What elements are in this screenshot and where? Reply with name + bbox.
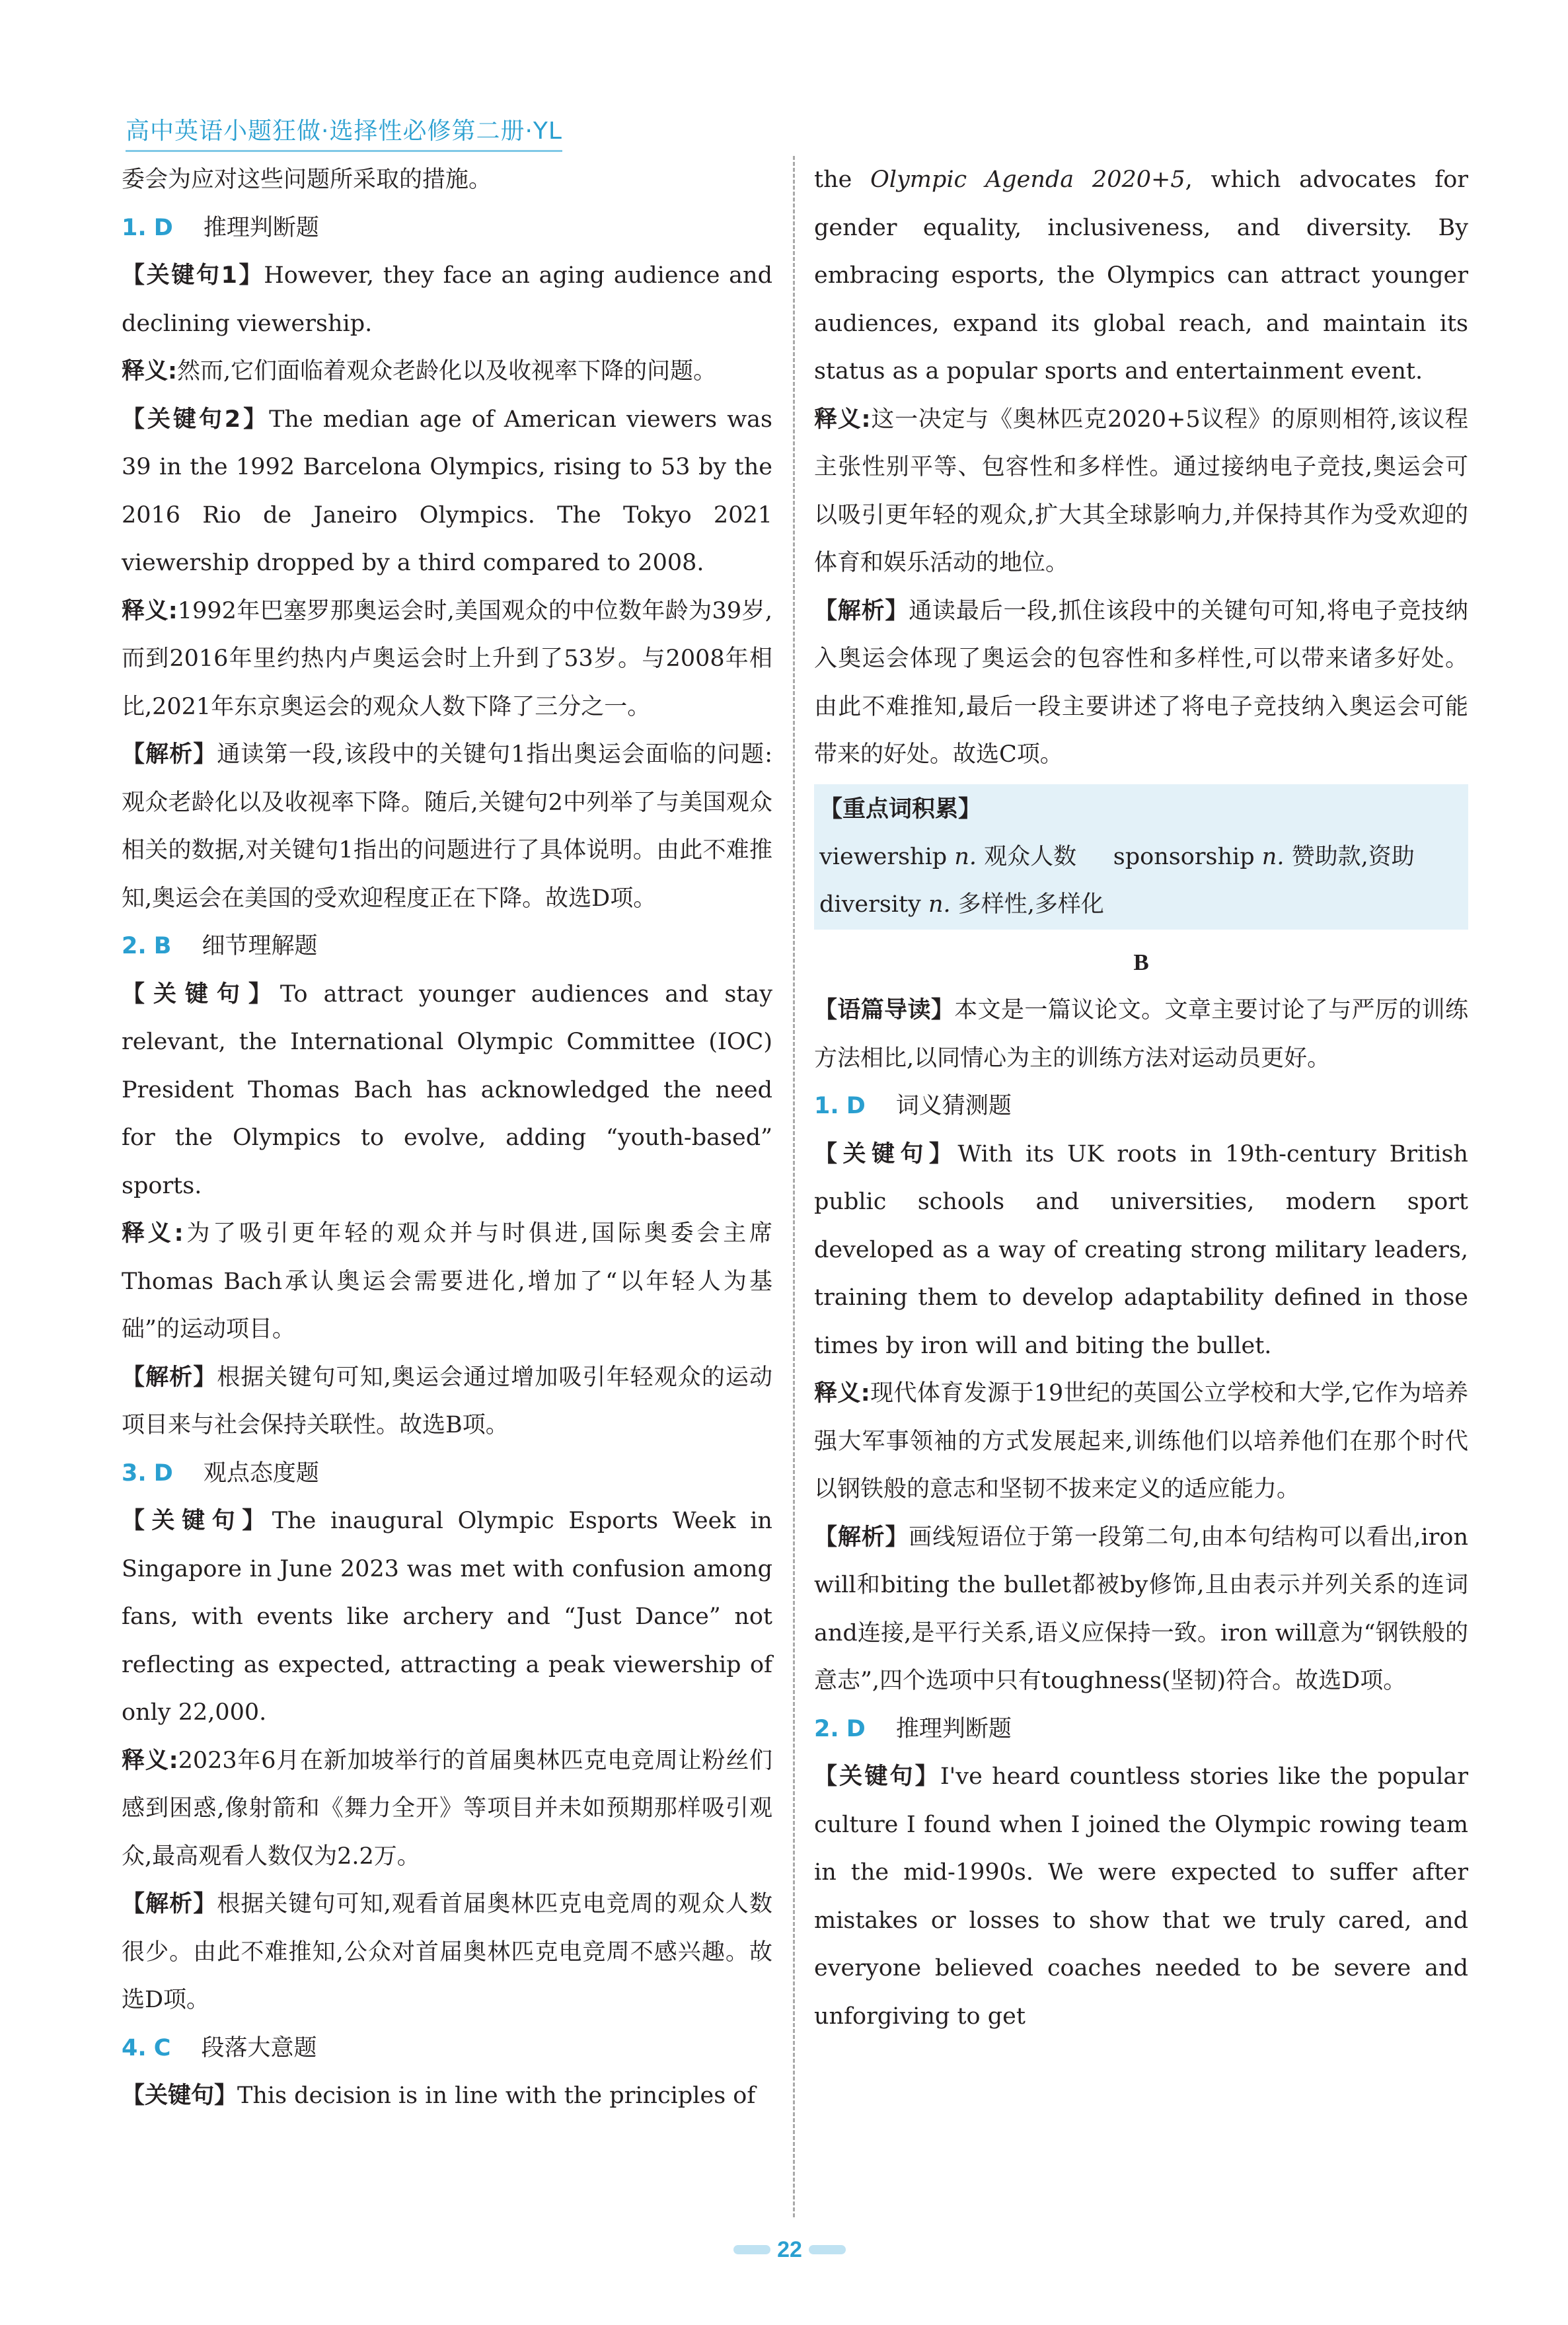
analysis: 【解析】通读第一段,该段中的关键句1指出奥运会面临的问题:观众老龄化以及收视率下降。随后,关键句2中列举了与美国观众相关的数据,对关键句1指出的问题进行了具体说明。由此不难推知,奥运会在美国的受欢迎程度正在下降。故选D项。 bbox=[122, 741, 772, 912]
passage-guide: 【语篇导读】本文是一篇议论文。文章主要讨论了与严厉的训练方法相比,以同情心为主的训练方法对运动员更好。 bbox=[814, 997, 1468, 1072]
analysis: 【解析】画线短语位于第一段第二句,由本句结构可以看出,iron will和biting the bullet都被by修饰,且由表示并列关系的连词and连接,是平行关系,语义应保持一致。iron will意为“钢铁般的意志”,四个选项中只有toughness(坚韧)符合。故选D项。 bbox=[814, 1524, 1468, 1694]
key-sentence: 【关键句】To attract younger audiences and stay relevant, the International Olympic Committee (IOC) President Thomas Bach has acknowledged the need for the Olympics to evolve, adding “youth-based” sports. bbox=[122, 980, 772, 1199]
question-b1-heading: 1. D 词义猜测题 bbox=[814, 1093, 1012, 1119]
analysis: 【解析】根据关键句可知,观看首届奥林匹克电竞周的观众人数很少。由此不难推知,公众对首届奥林匹克电竞周不感兴趣。故选D项。 bbox=[122, 1891, 772, 2013]
key-sentence-2: 【关键句2】The median age of American viewers was 39 in the 1992 Barcelona Olympics, rising to 53 by the 2016 Rio de Janeiro Olympics. The Tokyo 2021 viewership dropped by a third compared to 2008. bbox=[122, 406, 773, 576]
vocabulary-box bbox=[814, 784, 1468, 930]
page-number: 22 bbox=[733, 2236, 846, 2263]
right-column bbox=[814, 156, 1468, 2040]
translation: 释义:现代体育发源于19世纪的英国公立学校和大学,它作为培养强大军事领袖的方式发展起来,训练他们以培养他们在那个时代以钢铁般的意志和坚韧不拔来定义的适应能力。 bbox=[814, 1380, 1469, 1502]
translation: 释义:这一决定与《奥林匹克2020+5议程》的原则相符,该议程主张性别平等、包容性和多样性。通过接纳电子竞技,奥运会可以吸引更年轻的观众,扩大其全球影响力,并保持其作为受欢迎的体育和娱乐活动的地位。 bbox=[814, 406, 1469, 576]
vocabulary-row: viewership n. 观众人数 sponsorship n. 赞助款,资助 bbox=[819, 843, 1415, 870]
intro-text: 委会为应对这些问题所采取的措施。 bbox=[122, 166, 492, 193]
book-header: 高中英语小题狂做·选择性必修第二册·YL bbox=[126, 112, 562, 152]
question-4-heading: 4. C 段落大意题 bbox=[122, 2034, 317, 2061]
question-1-heading: 1. D 推理判断题 bbox=[122, 214, 319, 241]
column-divider bbox=[793, 156, 795, 2217]
vocabulary-row: diversity n. 多样性,多样化 bbox=[819, 891, 1104, 918]
translation: 释义:1992年巴塞罗那奥运会时,美国观众的中位数年龄为39岁,而到2016年里约热内卢奥运会时上升到了53岁。与2008年相比,2021年东京奥运会的观众人数下降了三分之一。 bbox=[122, 597, 772, 720]
key-sentence: 【关键句】I've heard countless stories like the popular culture I found when I joined the Olympic rowing team in the mid-1990s. We were expected to suffer after mistakes or losses to show that we truly cared, and everyone believed coaches needed to be severe and unforgiving to get bbox=[814, 1763, 1468, 2030]
question-2-heading: 2. B 细节理解题 bbox=[122, 933, 318, 959]
key-sentence: 【关键句】With its UK roots in 19th-century British public schools and universities, modern sport developed as a way of creating strong military leaders, training them to develop adaptability defined in those times by iron will and biting the bullet. bbox=[814, 1140, 1468, 1359]
key-sentence: 【关键句】The inaugural Olympic Esports Week in Singapore in June 2023 was met with confusion among fans, with events like archery and “Just Dance” not reflecting as expected, attracting a peak viewership of only 22,000. bbox=[122, 1508, 772, 1726]
translation: 释义:然而,它们面临着观众老龄化以及收视率下降的问题。 bbox=[122, 358, 717, 385]
translation: 释义:为了吸引更年轻的观众并与时俱进,国际奥委会主席Thomas Bach承认奥运会需要进化,增加了“以年轻人为基础”的运动项目。 bbox=[122, 1220, 772, 1343]
translation: 释义:2023年6月在新加坡举行的首届奥林匹克电竞周让粉丝们感到困惑,像射箭和《舞力全开》等项目并未如预期那样吸引观众,最高观看人数仅为2.2万。 bbox=[122, 1747, 773, 1870]
key-sentence-1: 【关键句1】However, they face an aging audience and declining viewership. bbox=[122, 262, 772, 337]
key-sentence-continued: the Olympic Agenda 2020+5, which advocates for gender equality, inclusiveness, and diversity. By embracing esports, the Olympics can attract younger audiences, expand its global reach, and maintain its status as a popular sports and entertainment event. bbox=[814, 166, 1468, 385]
question-3-heading: 3. D 观点态度题 bbox=[122, 1459, 319, 1487]
analysis: 【解析】通读最后一段,抓住该段中的关键句可知,将电子竞技纳入奥运会体现了奥运会的包容性和多样性,可以带来诸多好处。由此不难推知,最后一段主要讲述了将电子竞技纳入奥运会可能带来的好处。故选C项。 bbox=[814, 597, 1468, 768]
analysis: 【解析】根据关键句可知,奥运会通过增加吸引年轻观众的运动项目来与社会保持关联性。故选B项。 bbox=[122, 1364, 772, 1438]
vocabulary-title: 【重点词积累】 bbox=[819, 795, 982, 823]
question-b2-heading: 2. D 推理判断题 bbox=[814, 1715, 1012, 1742]
section-title: B bbox=[1133, 949, 1149, 975]
key-sentence: 【关键句】This decision is in line with the principles of bbox=[122, 2083, 756, 2109]
left-column bbox=[122, 156, 772, 2120]
